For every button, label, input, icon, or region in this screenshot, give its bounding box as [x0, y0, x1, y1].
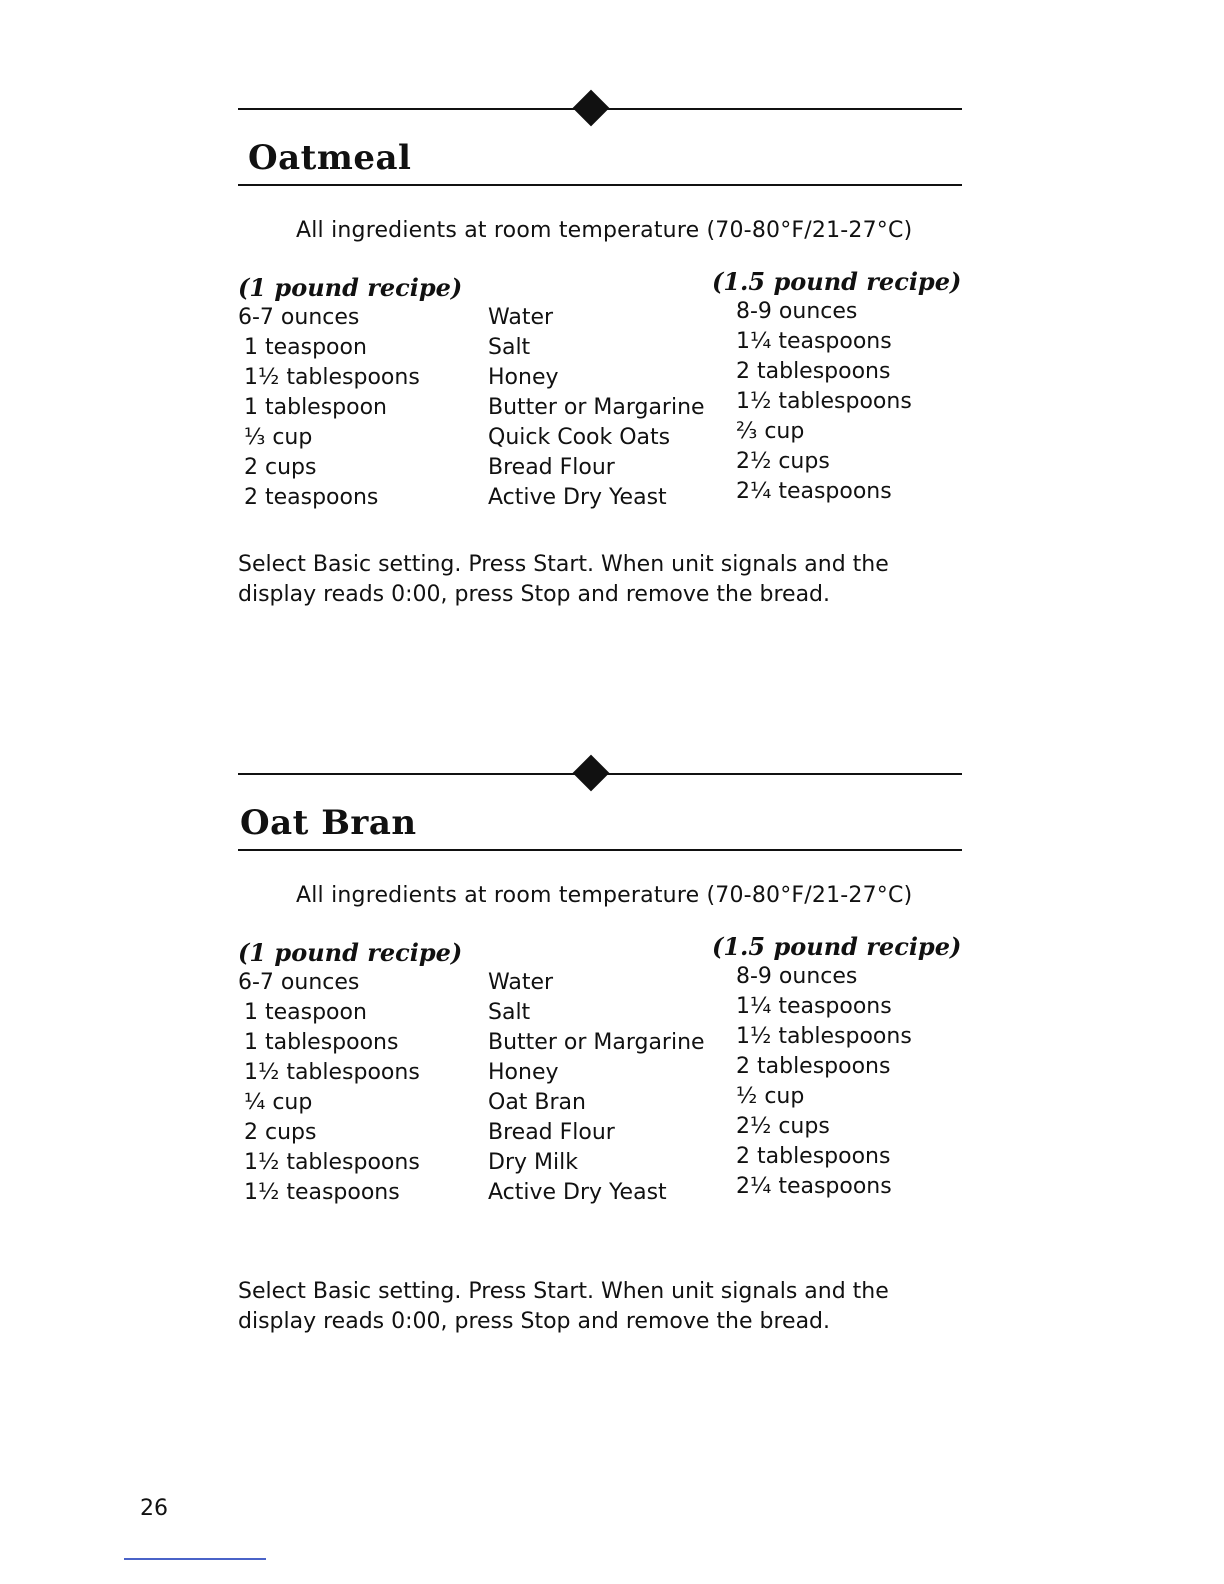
list-item: 8-9 ounces: [736, 299, 858, 324]
recipe-title: Oat Bran: [240, 803, 417, 843]
list-item: Butter or Margarine: [488, 395, 705, 420]
list-item: 1¼ teaspoons: [736, 329, 892, 354]
list-item: 1½ tablespoons: [736, 1024, 912, 1049]
list-item: Water: [488, 970, 554, 995]
list-item: Active Dry Yeast: [488, 485, 667, 510]
section-divider: [238, 755, 962, 795]
list-item: ½ cup: [736, 1084, 805, 1109]
list-item: 2¼ teaspoons: [736, 1174, 892, 1199]
small-amounts: [238, 303, 462, 513]
large-amounts: [712, 297, 961, 507]
list-item: Dry Milk: [488, 1150, 578, 1175]
list-item: 1 teaspoon: [244, 1000, 367, 1025]
list-item: 8-9 ounces: [736, 964, 858, 989]
list-item: Bread Flour: [488, 1120, 615, 1145]
list-item: 1½ tablespoons: [244, 365, 420, 390]
list-item: Salt: [488, 1000, 531, 1025]
list-item: Oat Bran: [488, 1090, 586, 1115]
list-item: Water: [488, 305, 554, 330]
ingredient-names: [488, 303, 705, 513]
list-item: 1½ tablespoons: [244, 1150, 420, 1175]
list-item: 1½ tablespoons: [244, 1060, 420, 1085]
diamond-icon: [573, 755, 610, 792]
small-recipe-column: [238, 273, 462, 513]
list-item: 2 cups: [244, 455, 317, 480]
list-item: Quick Cook Oats: [488, 425, 671, 450]
list-item: 2 tablespoons: [736, 359, 891, 384]
list-item: Bread Flour: [488, 455, 615, 480]
list-item: 2 teaspoons: [244, 485, 379, 510]
section-divider: [238, 90, 962, 130]
diamond-icon: [573, 90, 610, 127]
list-item: 1½ tablespoons: [736, 389, 912, 414]
list-item: Honey: [488, 365, 559, 390]
page-number: 26: [140, 1496, 168, 1521]
recipe-instructions: Select Basic setting. Press Start. When unit signals and the display reads 0:00, press Stop and remove the bread.: [238, 1279, 889, 1334]
recipe-oatmeal: [238, 90, 962, 607]
list-item: Butter or Margarine: [488, 1030, 705, 1055]
recipe-oat-bran: [238, 755, 962, 1334]
small-recipe-label: (1 pound recipe): [238, 938, 463, 967]
list-item: 2 tablespoons: [736, 1054, 891, 1079]
ingredient-column: [488, 968, 705, 1208]
small-recipe-column: [238, 938, 462, 1208]
list-item: 1½ teaspoons: [244, 1180, 400, 1205]
large-recipe-label: (1.5 pound recipe): [712, 267, 962, 296]
list-item: 2½ cups: [736, 1114, 830, 1139]
list-item: 2 tablespoons: [736, 1144, 891, 1169]
list-item: 6-7 ounces: [238, 970, 360, 995]
list-item: Active Dry Yeast: [488, 1180, 667, 1205]
temperature-note: All ingredients at room temperature (70-80°F/21-27°C): [296, 218, 913, 243]
list-item: ⅔ cup: [736, 419, 805, 444]
recipe-instructions: Select Basic setting. Press Start. When unit signals and the display reads 0:00, press Stop and remove the bread.: [238, 552, 889, 607]
large-recipe-label: (1.5 pound recipe): [712, 932, 962, 961]
ingredient-column: [488, 303, 705, 513]
list-item: 1 tablespoons: [244, 1030, 399, 1055]
large-recipe-column: [712, 932, 962, 1202]
list-item: ¼ cup: [244, 1090, 313, 1115]
list-item: 1¼ teaspoons: [736, 994, 892, 1019]
small-amounts: [238, 968, 462, 1208]
title-underline: [238, 849, 962, 851]
footer-rule: [124, 1558, 266, 1560]
recipe-title: Oatmeal: [248, 138, 412, 178]
title-underline: [238, 184, 962, 186]
list-item: 6-7 ounces: [238, 305, 360, 330]
list-item: 2 cups: [244, 1120, 317, 1145]
list-item: 1 tablespoon: [244, 395, 387, 420]
list-item: 2¼ teaspoons: [736, 479, 892, 504]
large-recipe-column: [712, 267, 962, 507]
ingredient-names: [488, 968, 705, 1208]
list-item: 2½ cups: [736, 449, 830, 474]
large-amounts: [712, 962, 961, 1202]
list-item: ⅓ cup: [244, 425, 313, 450]
temperature-note: All ingredients at room temperature (70-80°F/21-27°C): [296, 883, 913, 908]
list-item: 1 teaspoon: [244, 335, 367, 360]
list-item: Salt: [488, 335, 531, 360]
list-item: Honey: [488, 1060, 559, 1085]
small-recipe-label: (1 pound recipe): [238, 273, 463, 302]
